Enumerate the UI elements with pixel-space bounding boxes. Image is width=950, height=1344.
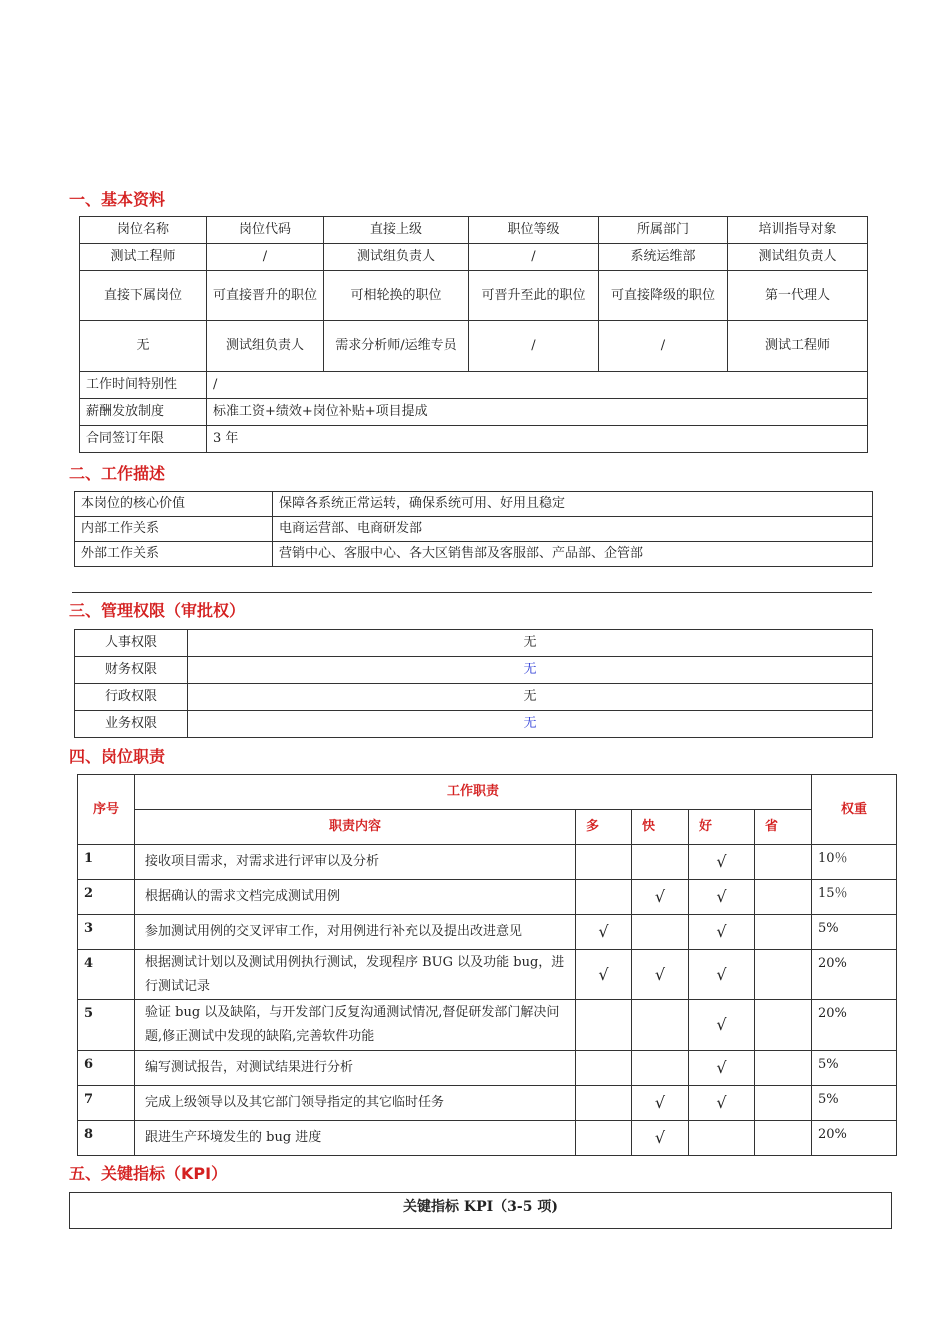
- header-cell: 可相轮换的职位: [324, 271, 469, 321]
- value-cell: 系统运维部: [599, 244, 728, 271]
- header-seq: 序号: [78, 775, 135, 845]
- field-label: 内部工作关系: [75, 517, 273, 542]
- table-row: [78, 915, 897, 950]
- row-number: 8: [78, 1121, 135, 1156]
- header-cell: 第一代理人: [728, 271, 868, 321]
- value-cell: 测试组负责人: [728, 244, 868, 271]
- field-label: 本岗位的核心价值: [75, 492, 273, 517]
- header-cell: 职位等级: [469, 217, 599, 244]
- check-mark: √: [689, 1051, 755, 1086]
- duty-text: 编写测试报告，对测试结果进行分析: [135, 1051, 576, 1086]
- field-label: 人事权限: [75, 630, 188, 657]
- field-value: 无: [188, 630, 873, 657]
- header-cell: 所属部门: [599, 217, 728, 244]
- weight-cell: 5%: [812, 915, 897, 950]
- field-value: 保障各系统正常运转，确保系统可用、好用且稳定: [273, 492, 873, 517]
- value-cell: 测试组负责人: [324, 244, 469, 271]
- weight-cell: 15％: [812, 880, 897, 915]
- field-value: 电商运营部、电商研发部: [273, 517, 873, 542]
- field-label: 工作时间特别性: [80, 372, 207, 399]
- check-cell: [576, 1086, 632, 1121]
- field-label: 薪酬发放制度: [80, 399, 207, 426]
- check-cell: [755, 1000, 812, 1051]
- check-mark: √: [632, 1121, 689, 1156]
- header-work: 工作职责: [135, 775, 812, 810]
- job-description-table: [74, 491, 873, 567]
- section-authority-title: 三、管理权限（审批权）: [69, 601, 246, 620]
- check-cell: [576, 1051, 632, 1086]
- field-value: 营销中心、客服中心、各大区销售部及客服部、产品部、企管部: [273, 542, 873, 567]
- check-cell: [755, 880, 812, 915]
- weight-cell: 5%: [812, 1051, 897, 1086]
- field-label: 业务权限: [75, 711, 188, 738]
- section-basic-title: 一、基本资料: [69, 190, 166, 209]
- check-cell: [755, 1086, 812, 1121]
- check-cell: [755, 845, 812, 880]
- row-number: 6: [78, 1051, 135, 1086]
- section-duties-title: 四、岗位职责: [69, 747, 166, 766]
- value-cell: /: [469, 321, 599, 372]
- header-cell: 可直接降级的职位: [599, 271, 728, 321]
- check-cell: [576, 845, 632, 880]
- check-cell: [632, 1051, 689, 1086]
- duty-text: 完成上级领导以及其它部门领导指定的其它临时任务: [135, 1086, 576, 1121]
- table-row: [78, 880, 897, 915]
- weight-cell: 20%: [812, 950, 897, 1000]
- check-cell: [689, 1121, 755, 1156]
- section-desc-title: 二、工作描述: [69, 464, 166, 483]
- check-cell: [755, 1051, 812, 1086]
- check-mark: √: [576, 915, 632, 950]
- check-cell: [632, 1000, 689, 1051]
- duty-text: 验证 bug 以及缺陷，与开发部门反复沟通测试情况,督促研发部门解决问题,修正测试中发现的缺陷,完善软件功能: [135, 1000, 576, 1051]
- kpi-title: 关键指标 KPI（3-5 项): [70, 1193, 892, 1229]
- row-number: 2: [78, 880, 135, 915]
- section-kpi-title: 五、关键指标（KPI）: [69, 1164, 228, 1183]
- check-mark: √: [576, 950, 632, 1000]
- field-value: 无: [188, 711, 873, 738]
- duty-text: 根据测试计划以及测试用例执行测试，发现程序 BUG 以及功能 bug，进行测试记录: [135, 950, 576, 1000]
- field-value: 3 年: [207, 426, 868, 453]
- weight-cell: 10％: [812, 845, 897, 880]
- field-value: 无: [188, 657, 873, 684]
- check-mark: √: [632, 880, 689, 915]
- check-cell: [755, 950, 812, 1000]
- check-mark: √: [689, 950, 755, 1000]
- check-cell: [576, 1121, 632, 1156]
- row-number: 4: [78, 950, 135, 1000]
- table-row: [78, 845, 897, 880]
- check-mark: √: [689, 1086, 755, 1121]
- table-row: [78, 950, 897, 1000]
- value-cell: 测试工程师: [728, 321, 868, 372]
- weight-cell: 20%: [812, 1121, 897, 1156]
- check-mark: √: [689, 845, 755, 880]
- field-label: 外部工作关系: [75, 542, 273, 567]
- duty-text: 跟进生产环境发生的 bug 进度: [135, 1121, 576, 1156]
- value-cell: /: [599, 321, 728, 372]
- value-cell: 测试工程师: [80, 244, 207, 271]
- table-row: [78, 1000, 897, 1051]
- duties-table: [77, 774, 897, 1156]
- value-cell: 测试组负责人: [207, 321, 324, 372]
- kpi-table: [69, 1192, 892, 1229]
- header-weight: 权重: [812, 775, 897, 845]
- header-fast: 快: [632, 810, 689, 845]
- basic-info-table: [79, 216, 868, 453]
- duty-text: 参加测试用例的交叉评审工作，对用例进行补充以及提出改进意见: [135, 915, 576, 950]
- header-cell: 岗位名称: [80, 217, 207, 244]
- check-cell: [632, 915, 689, 950]
- header-good: 好: [689, 810, 755, 845]
- field-value: 标准工资+绩效+岗位补贴+项目提成: [207, 399, 868, 426]
- value-cell: 无: [80, 321, 207, 372]
- value-cell: /: [469, 244, 599, 271]
- duty-text: 根据确认的需求文档完成测试用例: [135, 880, 576, 915]
- header-cell: 直接下属岗位: [80, 271, 207, 321]
- duty-text: 接收项目需求，对需求进行评审以及分析: [135, 845, 576, 880]
- check-mark: √: [689, 915, 755, 950]
- check-cell: [576, 1000, 632, 1051]
- row-number: 5: [78, 1000, 135, 1051]
- header-cell: 可直接晋升的职位: [207, 271, 324, 321]
- divider-line: [72, 592, 872, 593]
- header-content: 职责内容: [135, 810, 576, 845]
- weight-cell: 5%: [812, 1086, 897, 1121]
- check-cell: [632, 845, 689, 880]
- field-label: 财务权限: [75, 657, 188, 684]
- check-mark: √: [689, 1000, 755, 1051]
- header-more: 多: [576, 810, 632, 845]
- header-save: 省: [755, 810, 812, 845]
- check-cell: [576, 880, 632, 915]
- check-cell: [755, 915, 812, 950]
- field-value: 无: [188, 684, 873, 711]
- row-number: 1: [78, 845, 135, 880]
- row-number: 7: [78, 1086, 135, 1121]
- table-row: [78, 1051, 897, 1086]
- check-cell: [755, 1121, 812, 1156]
- weight-cell: 20%: [812, 1000, 897, 1051]
- field-label: 行政权限: [75, 684, 188, 711]
- check-mark: √: [689, 880, 755, 915]
- value-cell: 需求分析师/运维专员: [324, 321, 469, 372]
- check-mark: √: [632, 950, 689, 1000]
- header-cell: 可晋升至此的职位: [469, 271, 599, 321]
- header-cell: 岗位代码: [207, 217, 324, 244]
- check-mark: √: [632, 1086, 689, 1121]
- value-cell: /: [207, 244, 324, 271]
- table-row: [78, 1086, 897, 1121]
- field-value: /: [207, 372, 868, 399]
- header-cell: 直接上级: [324, 217, 469, 244]
- field-label: 合同签订年限: [80, 426, 207, 453]
- authority-table: [74, 629, 873, 738]
- table-row: [78, 1121, 897, 1156]
- row-number: 3: [78, 915, 135, 950]
- header-cell: 培训指导对象: [728, 217, 868, 244]
